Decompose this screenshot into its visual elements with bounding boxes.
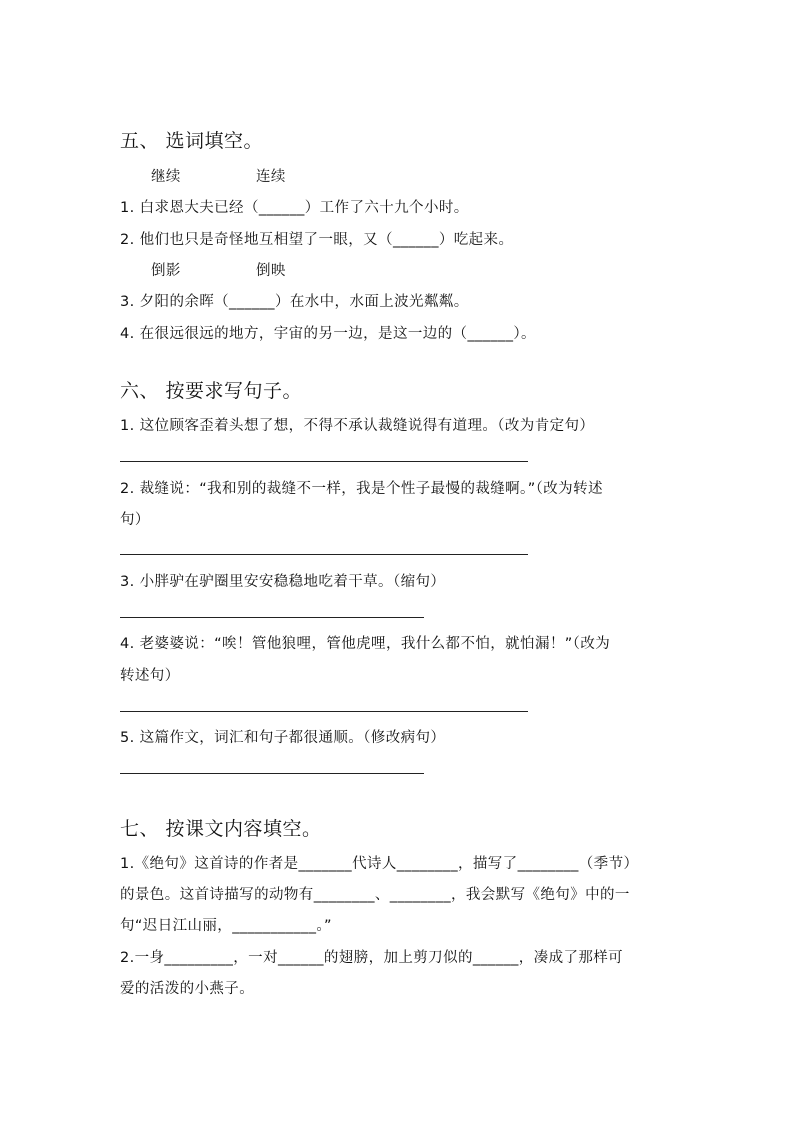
- question-text: 4. 老婆婆说：“唉！管他狼哩，管他虎哩，我什么都不怕，就怕漏！”（改为: [120, 636, 611, 652]
- word-option: 连续: [256, 169, 286, 185]
- question-text: 句“迟日江山丽，___________。”: [120, 918, 332, 934]
- word-option: 倒映: [256, 263, 286, 279]
- question-text: 1. 白求恩大夫已经（______）工作了六十九个小时。: [120, 200, 469, 216]
- answer-line: [120, 773, 424, 774]
- question-text: 1.《绝句》这首诗的作者是_______代诗人________，描写了________（季节）: [120, 856, 639, 872]
- section-5-title: 五、 选词填空。: [120, 130, 264, 152]
- question-text: 3. 小胖驴在驴圈里安安稳稳地吃着干草。（缩句）: [120, 574, 446, 590]
- word-option: 继续: [151, 169, 181, 185]
- answer-line: [120, 461, 528, 462]
- section-7-title: 七、 按课文内容填空。: [120, 818, 322, 840]
- question-text: 5. 这篇作文，词汇和句子都很通顺。（修改病句）: [120, 730, 446, 746]
- answer-line: [120, 554, 528, 555]
- question-text: 1. 这位顾客歪着头想了想，不得不承认裁缝说得有道理。（改为肯定句）: [120, 418, 595, 434]
- section-6-title: 六、 按要求写句子。: [120, 380, 303, 402]
- question-text: 的景色。这首诗描写的动物有________、________，我会默写《绝句》中的一: [120, 887, 630, 903]
- word-option: 倒影: [151, 263, 181, 279]
- question-text: 2. 裁缝说：“我和别的裁缝不一样，我是个性子最慢的裁缝啊。”（改为转述: [120, 481, 603, 497]
- question-text: 3. 夕阳的余晖（______）在水中，水面上波光粼粼。: [120, 294, 469, 310]
- question-text: 2. 他们也只是奇怪地互相望了一眼，又（______）吃起来。: [120, 232, 514, 248]
- question-text: 爱的活泼的小燕子。: [120, 981, 255, 997]
- question-text: 2.一身_________，一对______的翅膀，加上剪刀似的______，凑成了那样可: [120, 950, 624, 966]
- question-text: 转述句）: [120, 668, 180, 684]
- question-text: 句）: [120, 512, 150, 528]
- answer-line: [120, 617, 424, 618]
- question-text: 4. 在很远很远的地方，宇宙的另一边，是这一边的（______）。: [120, 326, 536, 342]
- answer-line: [120, 711, 528, 712]
